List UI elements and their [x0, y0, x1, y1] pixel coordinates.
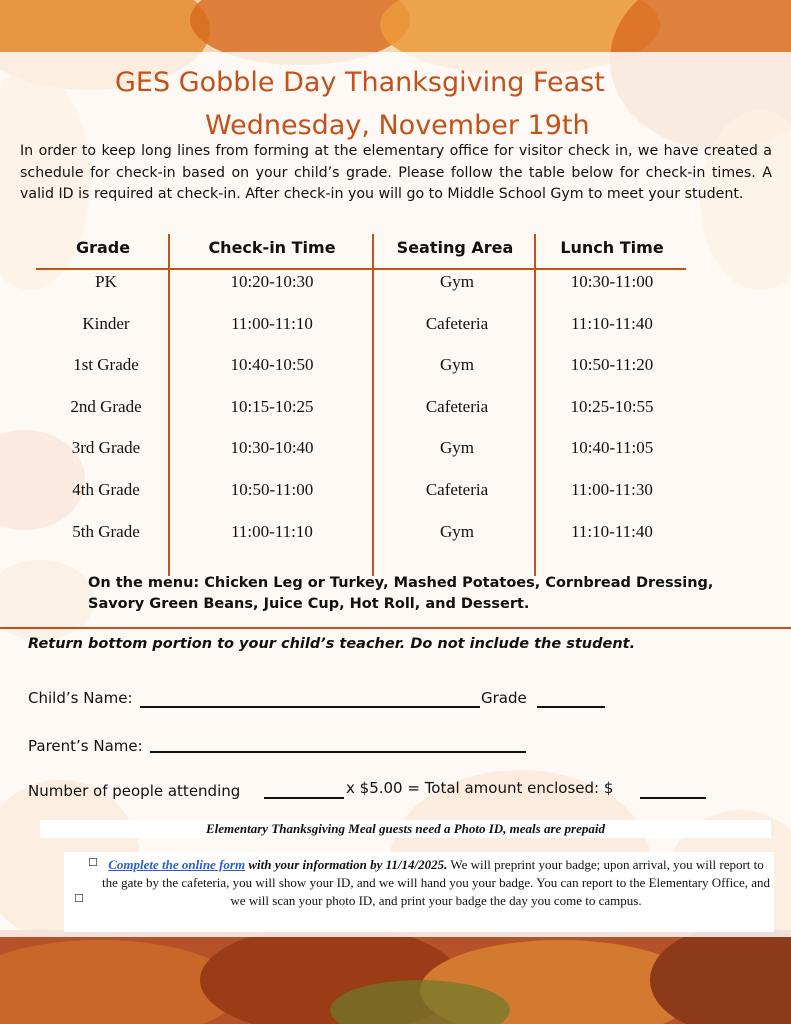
menu-text: On the menu: Chicken Leg or Turkey, Mashed Potatoes, Cornbread Dressing, Savory Green Beans, Juice Cup, Hot Roll, and Dessert.: [88, 575, 714, 612]
online-form-link[interactable]: Complete the online form: [108, 857, 246, 872]
total-amount-field[interactable]: [640, 797, 706, 799]
option1-details: We will preprint your badge; upon arrival, you will report to the gate by the cafeteria, you will show your ID, and we will hand you your badge.: [102, 857, 764, 890]
cell-lunch: 10:30-11:00: [570, 272, 654, 291]
return-instruction: Return bottom portion to your child’s teacher. Do not include the student.: [28, 636, 636, 652]
table-header-rule: [36, 268, 686, 270]
header-seating: Seating Area: [396, 238, 514, 257]
options-box: [64, 852, 774, 932]
cell-grade: Kinder: [82, 314, 130, 333]
cell-lunch: 11:10-11:40: [571, 522, 653, 541]
checkbox-online-form[interactable]: ☐: [88, 856, 98, 869]
cell-seating: Cafeteria: [425, 397, 489, 416]
cell-seating: Gym: [440, 522, 474, 541]
cell-seating: Cafeteria: [425, 480, 489, 499]
price-text: x $5.00 = Total amount enclosed: $: [346, 779, 614, 797]
people-attending-label: Number of people attending: [28, 782, 241, 800]
grade-label: Grade: [481, 689, 527, 707]
cell-checkin: 11:00-11:10: [231, 522, 313, 541]
child-name-label: Child’s Name:: [28, 689, 133, 707]
parent-name-field[interactable]: [150, 751, 526, 753]
photo-id-note: Elementary Thanksgiving Meal guests need a Photo ID, meals are prepaid: [40, 820, 771, 838]
header-checkin: Check-in Time: [208, 238, 336, 257]
options-text: [100, 856, 772, 910]
people-attending-field[interactable]: [264, 797, 344, 799]
cell-seating: Gym: [440, 438, 474, 457]
event-title: GES Gobble Day Thanksgiving Feast: [115, 67, 605, 98]
cell-checkin: 10:15-10:25: [230, 397, 314, 416]
header-lunch: Lunch Time: [560, 238, 664, 257]
intro-paragraph: In order to keep long lines from forming at the elementary office for visitor check in, we have created a schedule for check-in based on your child’s grade. Please follow the table below for check-in times. A valid ID is required at check-in. After check-in you will go to Middle School Gym to meet your student.: [20, 143, 772, 202]
cell-checkin: 10:50-11:00: [230, 480, 314, 499]
cell-grade: 5th Grade: [72, 522, 140, 541]
parent-name-label: Parent’s Name:: [28, 737, 143, 755]
cell-checkin: 10:20-10:30: [230, 272, 314, 291]
option2-text: You can report to the Elementary Office, and we will scan your photo ID, and print your badge the day you come to campus.: [230, 875, 770, 908]
cell-grade: 1st Grade: [73, 355, 139, 374]
cell-lunch: 11:10-11:40: [571, 314, 653, 333]
cell-grade: PK: [95, 272, 117, 291]
cell-checkin: 10:30-10:40: [230, 438, 314, 457]
cell-seating: Gym: [440, 272, 474, 291]
option1-deadline: with your information by 11/14/2025.: [248, 857, 448, 872]
header-grade: Grade: [75, 238, 131, 257]
cell-grade: 2nd Grade: [70, 397, 142, 416]
cell-checkin: 11:00-11:10: [231, 314, 313, 333]
checkbox-office-checkin[interactable]: ☐: [74, 892, 84, 905]
cell-lunch: 10:50-11:20: [570, 355, 654, 374]
cell-checkin: 10:40-10:50: [230, 355, 314, 374]
tear-off-divider: [0, 627, 791, 629]
cell-lunch: 10:25-10:55: [570, 397, 654, 416]
cell-grade: 3rd Grade: [71, 438, 141, 457]
cell-grade: 4th Grade: [72, 480, 140, 499]
child-name-field[interactable]: [140, 706, 480, 708]
event-date: Wednesday, November 19th: [205, 110, 590, 141]
cell-lunch: 10:40-11:05: [570, 438, 654, 457]
grade-field[interactable]: [537, 706, 605, 708]
cell-lunch: 11:00-11:30: [571, 480, 653, 499]
cell-seating: Cafeteria: [425, 314, 489, 333]
cell-seating: Gym: [440, 355, 474, 374]
